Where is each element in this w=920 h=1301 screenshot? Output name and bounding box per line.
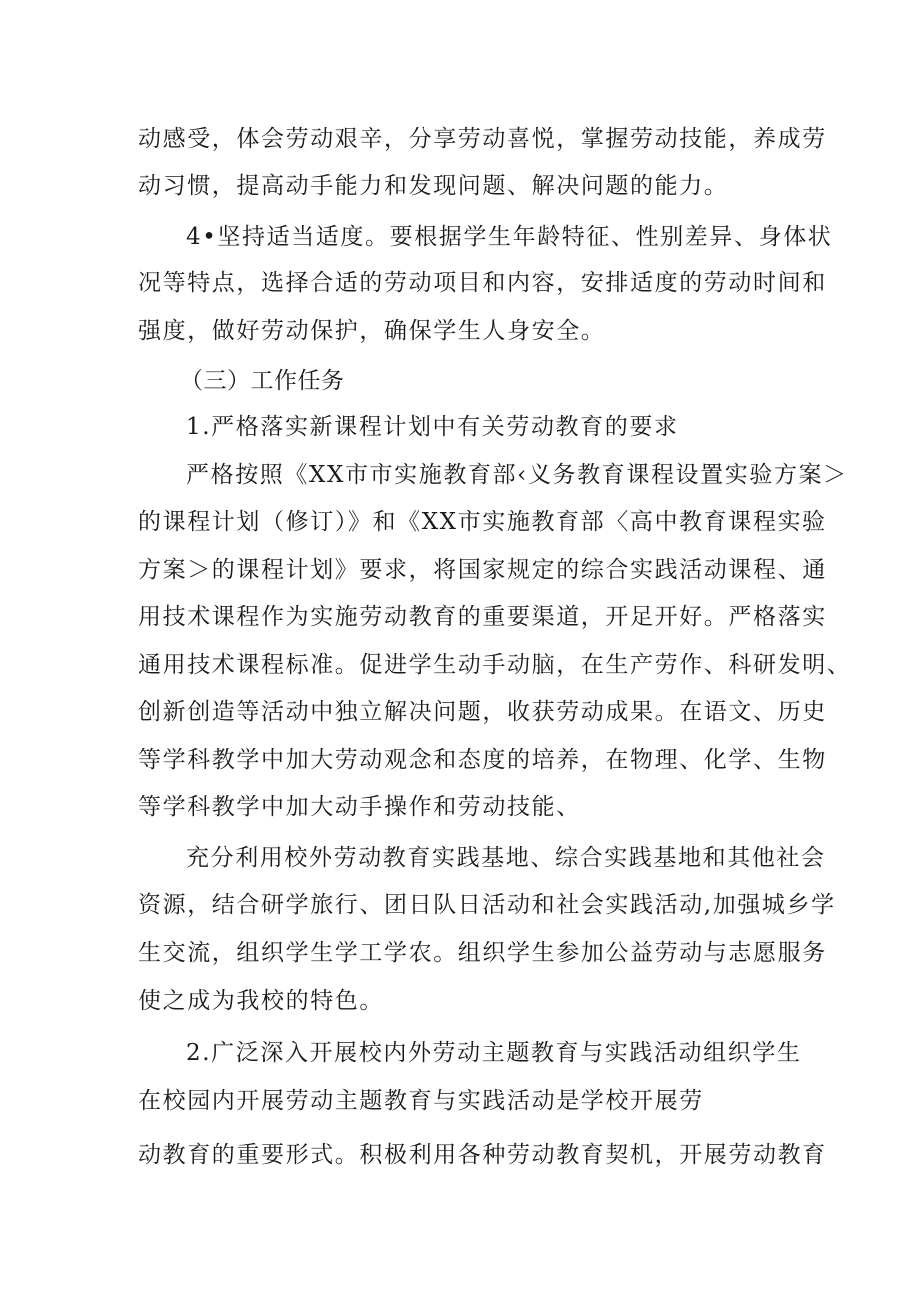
paragraph-line: 在校园内开展劳动主题教育与实践活动是学校开展劳 [138, 1088, 704, 1114]
paragraph-line: 方案＞的课程计划》要求，将国家规定的综合实践活动课程、通 [138, 557, 827, 583]
paragraph-line: 充分利用校外劳动教育实践基地、综合实践基地和其他社会 [186, 845, 826, 871]
paragraph-line: 通用技术课程标准。促进学生动手动脑，在生产劳作、科研发明、 [138, 652, 852, 678]
paragraph-line: 资源，结合研学旅行、团日队日活动和社会实践活动,加强城乡学 [138, 892, 836, 918]
paragraph-line: 动教育的重要形式。积极利用各种劳动教育契机，开展劳动教育 [138, 1142, 827, 1168]
paragraph-line: 用技术课程作为实施劳动教育的重要渠道，开足开好。严格落实 [138, 604, 827, 630]
subsection-heading: 2.广泛深入开展校内外劳动主题教育与实践活动组织学生 [186, 1040, 802, 1066]
paragraph-line: 使之成为我校的特色。 [138, 988, 384, 1014]
subsection-heading: 1.严格落实新课程计划中有关劳动教育的要求 [186, 414, 679, 440]
paragraph-line: 的课程计划（修订）》和《XX市实施教育部〈高中教育课程实验 [138, 509, 827, 535]
section-heading: （三）工作任务 [180, 368, 345, 394]
paragraph-line: 动习惯，提高动手能力和发现问题、解决问题的能力。 [138, 173, 729, 199]
paragraph-line: 4•坚持适当适度。要根据学生年龄特征、性别差异、身体状 [186, 224, 833, 250]
paragraph-line: 况等特点，选择合适的劳动项目和内容，安排适度的劳动时间和 [138, 270, 827, 296]
paragraph-line: 等学科教学中加大劳动观念和态度的培养，在物理、化学、生物 [138, 747, 827, 773]
paragraph-line: 动感受，体会劳动艰辛，分享劳动喜悦，掌握劳动技能，养成劳 [138, 126, 827, 152]
paragraph-line: 严格按照《XX市市实施教育部‹义务教育课程设置实验方案＞ [186, 462, 848, 488]
paragraph-line: 等学科教学中加大动手操作和劳动技能、 [138, 794, 581, 820]
paragraph-line: 生交流，组织学生学工学农。组织学生参加公益劳动与志愿服务 [138, 940, 827, 966]
paragraph-line: 强度，做好劳动保护，确保学生人身安全。 [138, 318, 606, 344]
paragraph-line: 创新创造等活动中独立解决问题，收获劳动成果。在语文、历史 [138, 699, 827, 725]
